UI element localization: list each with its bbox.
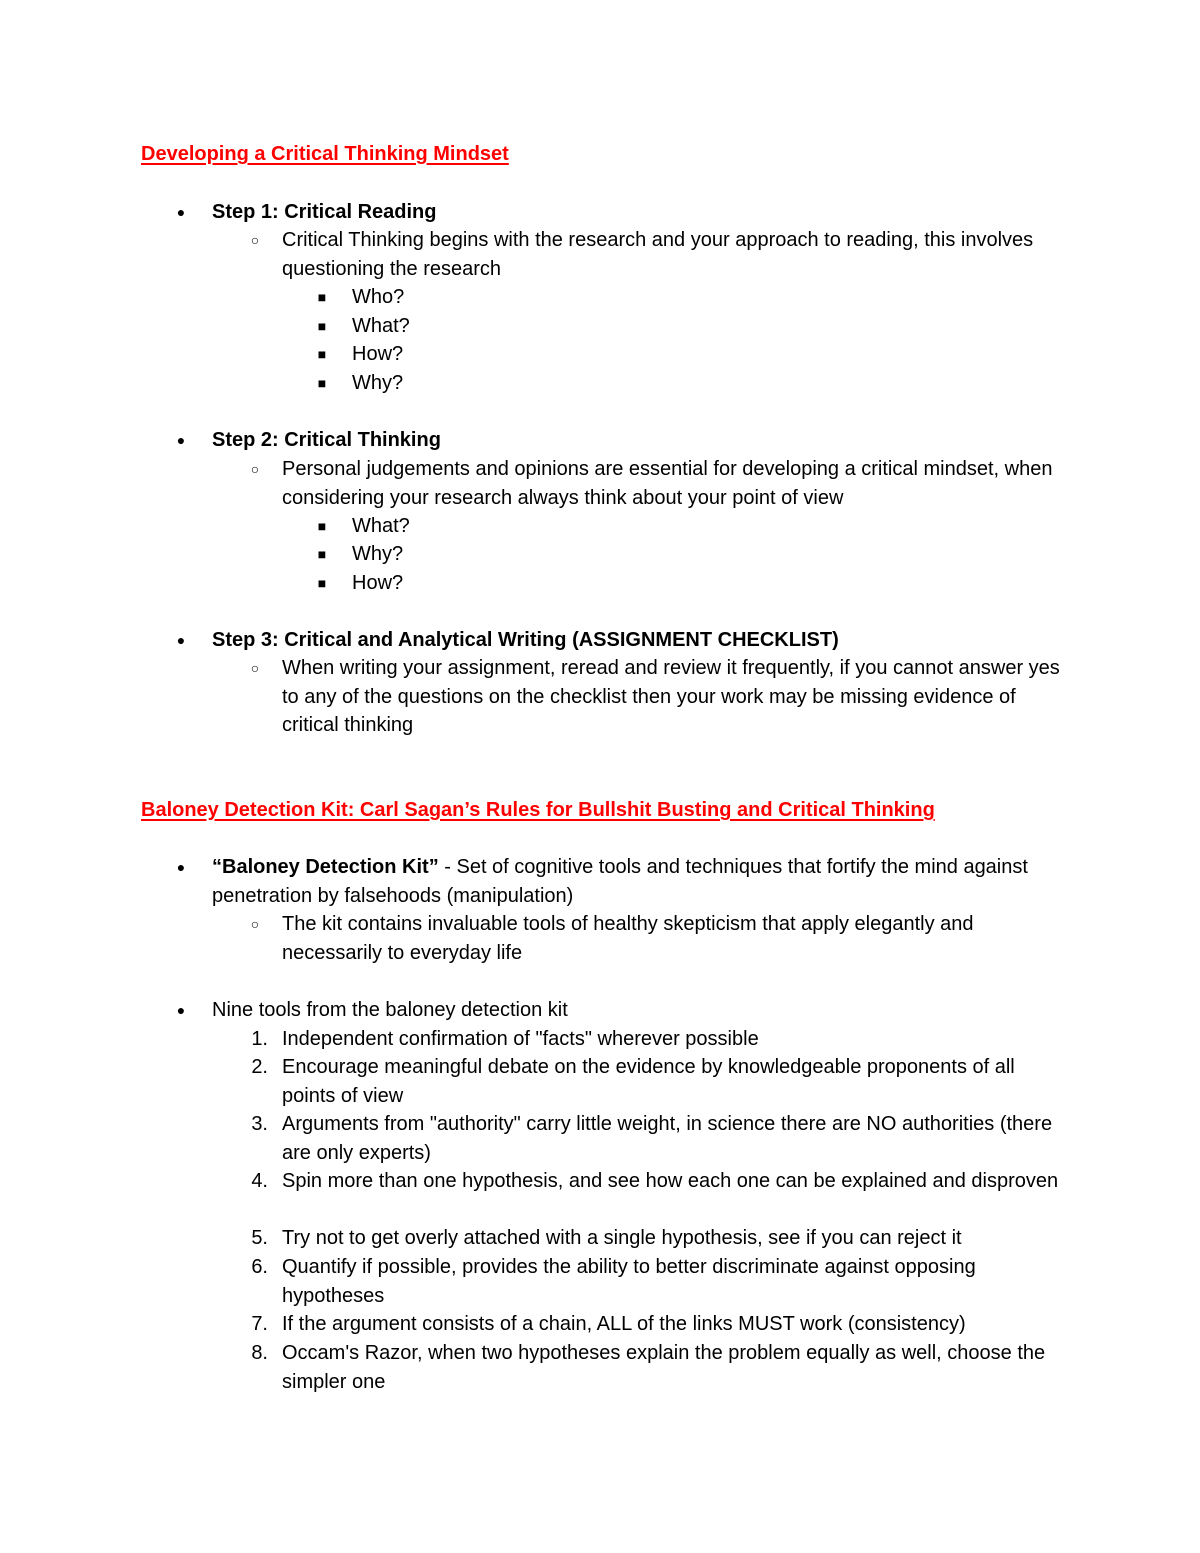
tool-item: Spin more than one hypothesis, and see how each one can be explained and disproven xyxy=(282,1170,1059,1192)
square-bullet-icon: ■ xyxy=(317,546,327,562)
step-3-detail: When writing your assignment, reread and review it frequently, if you cannot answer yes to any of the questions on the checklist then your work may be missing evidence of critical thinking xyxy=(282,657,1060,737)
list-number: 5. xyxy=(251,1227,268,1249)
step-2-question: Why? xyxy=(352,543,404,565)
section-heading-baloney-detection-kit: Baloney Detection Kit: Carl Sagan’s Rules for Bullshit Busting and Critical Thinking xyxy=(141,799,935,821)
step-2-title: Step 2: Critical Thinking xyxy=(212,429,441,451)
list-number: 6. xyxy=(251,1256,268,1278)
step-1-question: Who? xyxy=(352,286,405,308)
step-2-question: What? xyxy=(352,515,410,537)
tool-item: Quantify if possible, provides the ability to better discriminate against opposing hypotheses xyxy=(282,1256,976,1307)
hollow-bullet-icon: ○ xyxy=(250,461,260,477)
section-heading-critical-thinking-mindset: Developing a Critical Thinking Mindset xyxy=(141,143,509,165)
tool-item: Arguments from "authority" carry little weight, in science there are NO authorities (there are only experts) xyxy=(282,1113,1053,1164)
list-number: 1. xyxy=(251,1028,268,1050)
step-3-title: Step 3: Critical and Analytical Writing (ASSIGNMENT CHECKLIST) xyxy=(212,629,839,651)
tools-intro: Nine tools from the baloney detection kit xyxy=(212,999,568,1021)
tool-item: Try not to get overly attached with a single hypothesis, see if you can reject it xyxy=(282,1227,962,1249)
step-1-question: Why? xyxy=(352,372,404,394)
list-number: 4. xyxy=(251,1170,268,1192)
step-2-question: How? xyxy=(352,572,404,594)
bullet-icon: ● xyxy=(176,1002,186,1018)
step-1-detail: Critical Thinking begins with the research and your approach to reading, this involves questioning the research xyxy=(282,229,1034,280)
bullet-icon: ● xyxy=(176,859,186,875)
square-bullet-icon: ■ xyxy=(317,318,327,334)
kit-detail: The kit contains invaluable tools of healthy skepticism that apply elegantly and necessarily to everyday life xyxy=(282,913,974,964)
step-1-question: How? xyxy=(352,343,404,365)
kit-definition-text: - Set of cognitive tools and techniques that fortify the mind against penetration by falsehoods (manipulation) xyxy=(212,856,1028,907)
kit-definition xyxy=(212,853,1072,910)
step-2-detail: Personal judgements and opinions are essential for developing a critical mindset, when considering your research always think about your point of view xyxy=(282,458,1053,509)
square-bullet-icon: ■ xyxy=(317,375,327,391)
tool-item: Encourage meaningful debate on the evidence by knowledgeable proponents of all points of view xyxy=(282,1056,1015,1107)
step-1-title: Step 1: Critical Reading xyxy=(212,201,437,223)
list-number: 8. xyxy=(251,1342,268,1364)
square-bullet-icon: ■ xyxy=(317,575,327,591)
tool-item: Occam's Razor, when two hypotheses explain the problem equally as well, choose the simpler one xyxy=(282,1342,1046,1393)
bullet-icon: ● xyxy=(176,432,186,448)
bullet-icon: ● xyxy=(176,204,186,220)
tool-item: Independent confirmation of "facts" wherever possible xyxy=(282,1028,759,1050)
square-bullet-icon: ■ xyxy=(317,518,327,534)
tool-item: If the argument consists of a chain, ALL of the links MUST work (consistency) xyxy=(282,1313,966,1335)
hollow-bullet-icon: ○ xyxy=(250,916,260,932)
list-number: 2. xyxy=(251,1056,268,1078)
hollow-bullet-icon: ○ xyxy=(250,232,260,248)
kit-term: “Baloney Detection Kit” xyxy=(212,856,439,878)
hollow-bullet-icon: ○ xyxy=(250,660,260,676)
square-bullet-icon: ■ xyxy=(317,289,327,305)
square-bullet-icon: ■ xyxy=(317,346,327,362)
list-number: 3. xyxy=(251,1113,268,1135)
list-number: 7. xyxy=(251,1313,268,1335)
bullet-icon: ● xyxy=(176,632,186,648)
step-1-question: What? xyxy=(352,315,410,337)
